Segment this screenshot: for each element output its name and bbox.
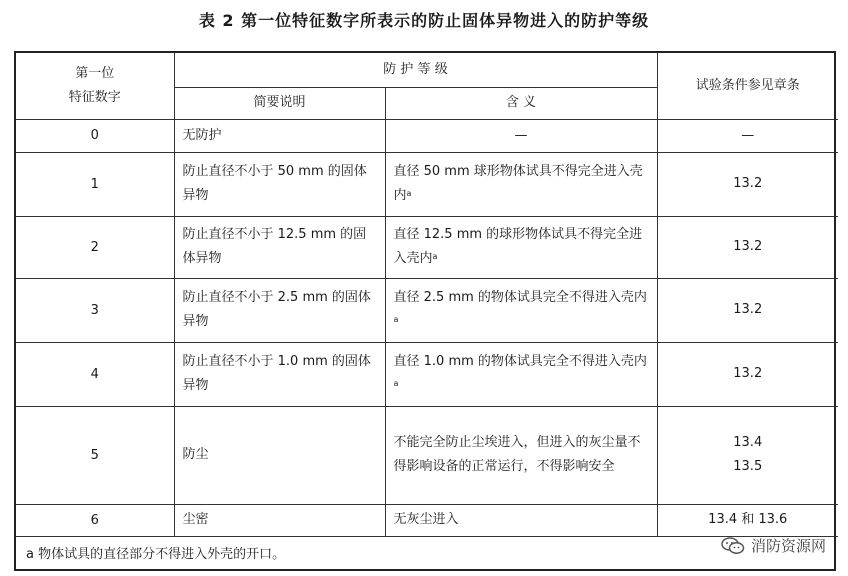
condition-cell: 13.2 (657, 216, 838, 278)
condition-cell: — (657, 119, 838, 152)
digit-cell: 3 (16, 278, 174, 342)
brief-cell: 尘密 (174, 504, 385, 536)
condition-cell: 13.2 (657, 152, 838, 216)
condition-cell: 13.2 (657, 278, 838, 342)
table-row (16, 216, 838, 278)
table-row (16, 278, 838, 342)
footnote-mark: a (432, 252, 438, 261)
table-row (16, 342, 838, 406)
meaning-cell (385, 278, 657, 342)
meaning-text: 直径 12.5 mm 的球形物体试具不得完全进入壳内 (393, 227, 643, 266)
brief-cell: 防止直径不小于 12.5 mm 的固体异物 (174, 216, 385, 278)
wechat-logo-icon (721, 537, 745, 555)
meaning-text: 直径 2.5 mm 的物体试具完全不得进入壳内 (393, 290, 647, 305)
digit-cell: 6 (16, 504, 174, 536)
condition-cell: 13.4 和 13.6 (657, 504, 838, 536)
header-protection-grade: 防 护 等 级 (174, 53, 657, 87)
digit-cell: 1 (16, 152, 174, 216)
brief-cell: 防止直径不小于 1.0 mm 的固体异物 (174, 342, 385, 406)
table-title: 表 2 第一位特征数字所表示的防止固体异物进入的防护等级 (198, 11, 650, 30)
header-brief-description: 简要说明 (174, 87, 385, 119)
digit-cell: 2 (16, 216, 174, 278)
meaning-cell (385, 152, 657, 216)
brief-cell: 防止直径不小于 50 mm 的固体异物 (174, 152, 385, 216)
watermark-text: 消防资源网 (750, 537, 826, 555)
condition-cell: 13.4 13.5 (657, 406, 838, 504)
digit-cell: 0 (16, 119, 174, 152)
digit-cell: 5 (16, 406, 174, 504)
meaning-cell: 无灰尘进入 (385, 504, 657, 536)
table-row (16, 152, 838, 216)
brief-cell: 防尘 (174, 406, 385, 504)
header-meaning: 含 义 (385, 87, 657, 119)
watermark (721, 535, 826, 556)
meaning-cell: 不能完全防止尘埃进入，但进入的灰尘量不得影响设备的正常运行，不得影响安全 (385, 406, 657, 504)
meaning-cell (385, 216, 657, 278)
brief-cell: 无防护 (174, 119, 385, 152)
condition-cell: 13.2 (657, 342, 838, 406)
brief-cell: 防止直径不小于 2.5 mm 的固体异物 (174, 278, 385, 342)
header-test-condition: 试验条件参见章条 (657, 53, 838, 119)
digit-cell: 4 (16, 342, 174, 406)
meaning-text: 直径 50 mm 球形物体试具不得完全进入壳内 (393, 164, 643, 203)
header-first-digit: 第一位 特征数字 (16, 53, 174, 119)
footnote-mark: a (393, 379, 399, 388)
table-footnote: a 物体试具的直径部分不得进入外壳的开口。 (16, 536, 838, 569)
meaning-text: 直径 1.0 mm 的物体试具完全不得进入壳内 (393, 354, 647, 369)
table-row (16, 504, 838, 536)
table-row (16, 119, 838, 152)
footnote-mark: a (406, 189, 412, 198)
meaning-cell: — (385, 119, 657, 152)
meaning-cell (385, 342, 657, 406)
footnote-mark: a (393, 315, 399, 324)
protection-grade-table (14, 51, 836, 571)
table-row (16, 406, 838, 504)
